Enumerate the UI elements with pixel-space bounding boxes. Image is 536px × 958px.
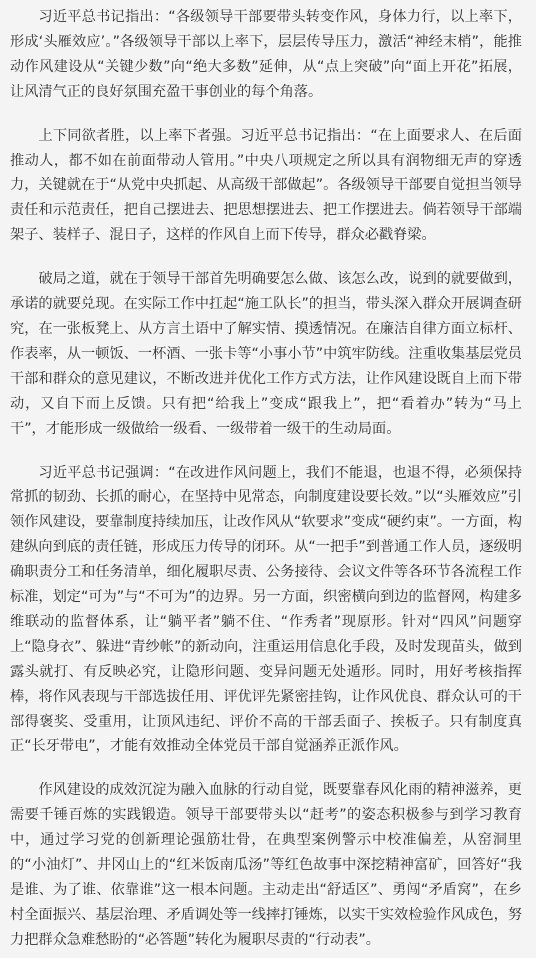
paragraph-2: 上下同欲者胜，以上率下者强。习近平总书记指出：“在上面要求人、在后面推动人，都不如在前面带动人管用。”中央八项规定之所以具有润物细无声的穿透力，关键就在于“从党中央抓起、从高级干部做起”。各级领导干部要自觉担当领导责任和示范责任，把自己摆进去、把思想摆进去、把工作摆进去。倘若领导干部端架子、装样子、混日子，这样的作风自上而下传导，群众必戳脊梁。 [10, 127, 522, 244]
paragraph-5: 作风建设的成效沉淀为融入血脉的行动自觉，既要靠春风化雨的精神滋养，更需要千锤百炼的实践锻造。领导干部要带头以“赶考”的姿态积极参与到学习教育中，通过学习党的创新理论强筋壮骨，在典型案例警示中校准偏差，从窑洞里的“小油灯”、井冈山上的“红米饭南瓜汤”等红色故事中深挖精神富矿，回答好“我是谁、为了谁、依靠谁”这一根本问题。主动走出“舒适区”、勇闯“矛盾窝”，在乡村全面振兴、基层治理、矛盾调处等一线摔打锤炼，以实干实效检验作风成色，努力把群众急难愁盼的“必答题”转化为履职尽责的“行动表”。 [10, 782, 522, 948]
paragraph-1: 习近平总书记指出：“各级领导干部要带头转变作风，身体力行，以上率下，形成‘头雁效应’。”各级领导干部以上率下，层层传导压力，激活“神经末梢”，能推动作风建设从“关键少数”向“绝大多数”延伸，从“点上突破”向“面上开花”拓展，让风清气正的良好氛围充盈干事创业的每个角落。 [10, 9, 522, 100]
paragraph-4: 习近平总书记强调：“在改进作风问题上，我们不能退，也退不得，必须保持常抓的韧劲、长抓的耐心，在坚持中见常态，向制度建设要长效。”以“头雁效应”引领作风建设，要靠制度持续加压，让改作风从“软要求”变成“硬约束”。一方面，构建纵向到底的责任链，形成压力传导的闭环。从“一把手”到普通工作人员，逐级明确职责分工和任务清单，细化履职尽责、公务接待、会议文件等各环节各流程工作标准，划定“可为”与“不可为”的边界。另一方面，织密横向到边的监督网，构建多维联动的监督体系，让“躺平者”躺不住、“作秀者”现原形。针对“四风”问题穿上“隐身衣”、躲进“青纱帐”的新动向，注重运用信息化手段，及时发现苗头，做到露头就打、有反映必究，让隐形问题、变异问题无处遁形。同时，用好考核指挥棒，将作风表现与干部选拔任用、评优评先紧密挂钩，让作风优良、群众认可的干部得褒奖、受重用，让顶风违纪、评价不高的干部丢面子、挨板子。只有制度真正“长牙带电”，才能有效推动全体党员干部自觉涵养正派作风。 [10, 464, 522, 755]
paragraph-3: 破局之道，就在于领导干部首先明确要怎么做、该怎么改，说到的就要做到，承诺的就要兑现。在实际工作中扛起“施工队长”的担当，带头深入群众开展调查研究，在一张板凳上、从方言土语中了解实情、摸透情况。在廉洁自律方面立标杆、作表率，从一顿饭、一杯酒、一张卡等“小事小节”中筑牢防线。注重收集基层党员干部和群众的意见建议，不断改进并优化工作方式方法，让作风建设既自上而下带动，又自下而上反馈。只有把“给我上”变成“跟我上”，把“看着办”转为“马上干”，才能形成一级做给一级看、一级带着一级干的生动局面。 [10, 271, 522, 437]
